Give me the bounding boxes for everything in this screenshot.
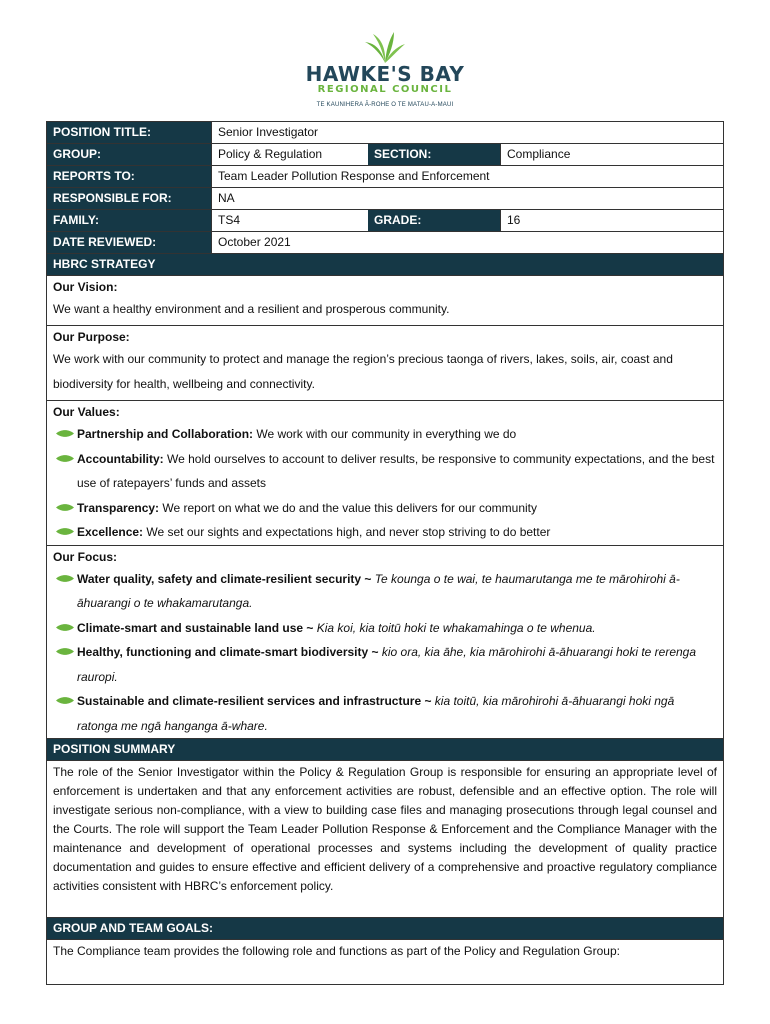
list-item: Transparency: We report on what we do and the value this delivers for our community — [53, 496, 717, 521]
group-team-goals-text: The Compliance team provides the following role and functions as part of the Policy and Regulation Group: — [47, 940, 723, 985]
group-team-goals-heading: GROUP AND TEAM GOALS: — [47, 918, 723, 940]
purpose-text: We work with our community to protect and manage the region’s precious taonga of rivers, lakes, soils, air, coast and biodiversity for health, wellbeing and connectivity. — [53, 352, 673, 391]
vision-block — [47, 276, 723, 326]
position-summary-heading: POSITION SUMMARY — [47, 739, 723, 761]
position-description-table — [46, 121, 724, 985]
position-summary-text: The role of the Senior Investigator within the Policy & Regulation Group is responsible for ensuring an appropriate level of enforcement is undertaken and that any enforcement activities are robust, defensible and an effective option. The role will investigate serious non-compliance, with a view to building case files and managing prosecutions through legal counsel and the Courts. The role will support the Team Leader Pollution Response & Enforcement and the Compliance Manager with the maintenance and development of operational processes and systems including the development of quality practice documentation and guides to ensure effective and efficient delivery of a comprehensive and proactive regulatory compliance activities consistent with HBRC’s enforcement policy. — [47, 761, 723, 918]
family-row — [47, 210, 723, 232]
leaf-bullet-icon — [56, 503, 74, 512]
reports-to-label: REPORTS TO: — [47, 166, 211, 187]
responsible-for-row — [47, 188, 723, 210]
group-row — [47, 144, 723, 166]
date-reviewed-label: DATE REVIEWED: — [47, 232, 211, 253]
vision-heading: Our Vision: — [53, 280, 118, 294]
family-label: FAMILY: — [47, 210, 211, 231]
leaf-bullet-icon — [56, 454, 74, 463]
values-heading: Our Values: — [53, 405, 120, 419]
grade-label: GRADE: — [368, 210, 500, 231]
position-title-value: Senior Investigator — [211, 122, 723, 143]
reports-to-value: Team Leader Pollution Response and Enforcement — [211, 166, 723, 187]
values-list — [53, 422, 717, 545]
position-title-label: POSITION TITLE: — [47, 122, 211, 143]
list-item: Sustainable and climate-resilient services and infrastructure ~ kia toitū, kia mārohirohi ā-āhuarangi hoki ngā ratonga me ngā hanganga ā-whare. — [53, 689, 717, 738]
logo-name: HAWKE'S BAY — [305, 62, 465, 86]
purpose-heading: Our Purpose: — [53, 330, 130, 344]
leaf-bullet-icon — [56, 429, 74, 438]
date-reviewed-value: October 2021 — [211, 232, 723, 253]
purpose-block — [47, 326, 723, 401]
leaf-bullet-icon — [56, 647, 74, 656]
values-block — [47, 401, 723, 546]
responsible-for-label: RESPONSIBLE FOR: — [47, 188, 211, 209]
list-item: Partnership and Collaboration: We work with our community in everything we do — [53, 422, 717, 447]
list-item: Climate-smart and sustainable land use ~ Kia koi, kia toitū hoki te whakamahinga o te whenua. — [53, 616, 717, 641]
logo-subtitle: REGIONAL COUNCIL — [317, 84, 453, 95]
list-item: Excellence: We set our sights and expectations high, and never stop striving to do better — [53, 520, 717, 545]
responsible-for-value: NA — [211, 188, 723, 209]
focus-heading: Our Focus: — [53, 549, 118, 564]
section-label: SECTION: — [368, 144, 500, 165]
position-title-row — [47, 122, 723, 144]
strategy-heading: HBRC STRATEGY — [47, 254, 723, 276]
focus-list — [53, 567, 717, 739]
grade-value: 16 — [500, 210, 723, 231]
hbrc-logo — [300, 30, 470, 112]
list-item: Healthy, functioning and climate-smart biodiversity ~ kio ora, kia āhe, kia mārohirohi ā-āhuarangi hoki te rerenga rauropi. — [53, 640, 717, 689]
vision-text: We want a healthy environment and a resilient and prosperous community. — [53, 302, 450, 316]
group-label: GROUP: — [47, 144, 211, 165]
reports-to-row — [47, 166, 723, 188]
section-value: Compliance — [500, 144, 723, 165]
leaf-bullet-icon — [56, 696, 74, 705]
date-reviewed-row — [47, 232, 723, 254]
group-value: Policy & Regulation — [211, 144, 368, 165]
leaf-bullet-icon — [56, 527, 74, 536]
focus-block — [47, 546, 723, 740]
leaf-bullet-icon — [56, 623, 74, 632]
leaf-bullet-icon — [56, 574, 74, 583]
logo-tagline: TE KAUNIHERA Ā-ROHE O TE MATAU-A-MAUI — [316, 102, 454, 108]
list-item: Water quality, safety and climate-resilient security ~ Te kounga o te wai, te haumarutanga me te mārohirohi ā-āhuarangi o te whakamarutanga. — [53, 567, 717, 616]
family-value: TS4 — [211, 210, 368, 231]
fern-leaves-icon — [363, 30, 407, 64]
list-item: Accountability: We hold ourselves to account to deliver results, be responsive to community expectations, and the best use of ratepayers’ funds and assets — [53, 447, 717, 496]
